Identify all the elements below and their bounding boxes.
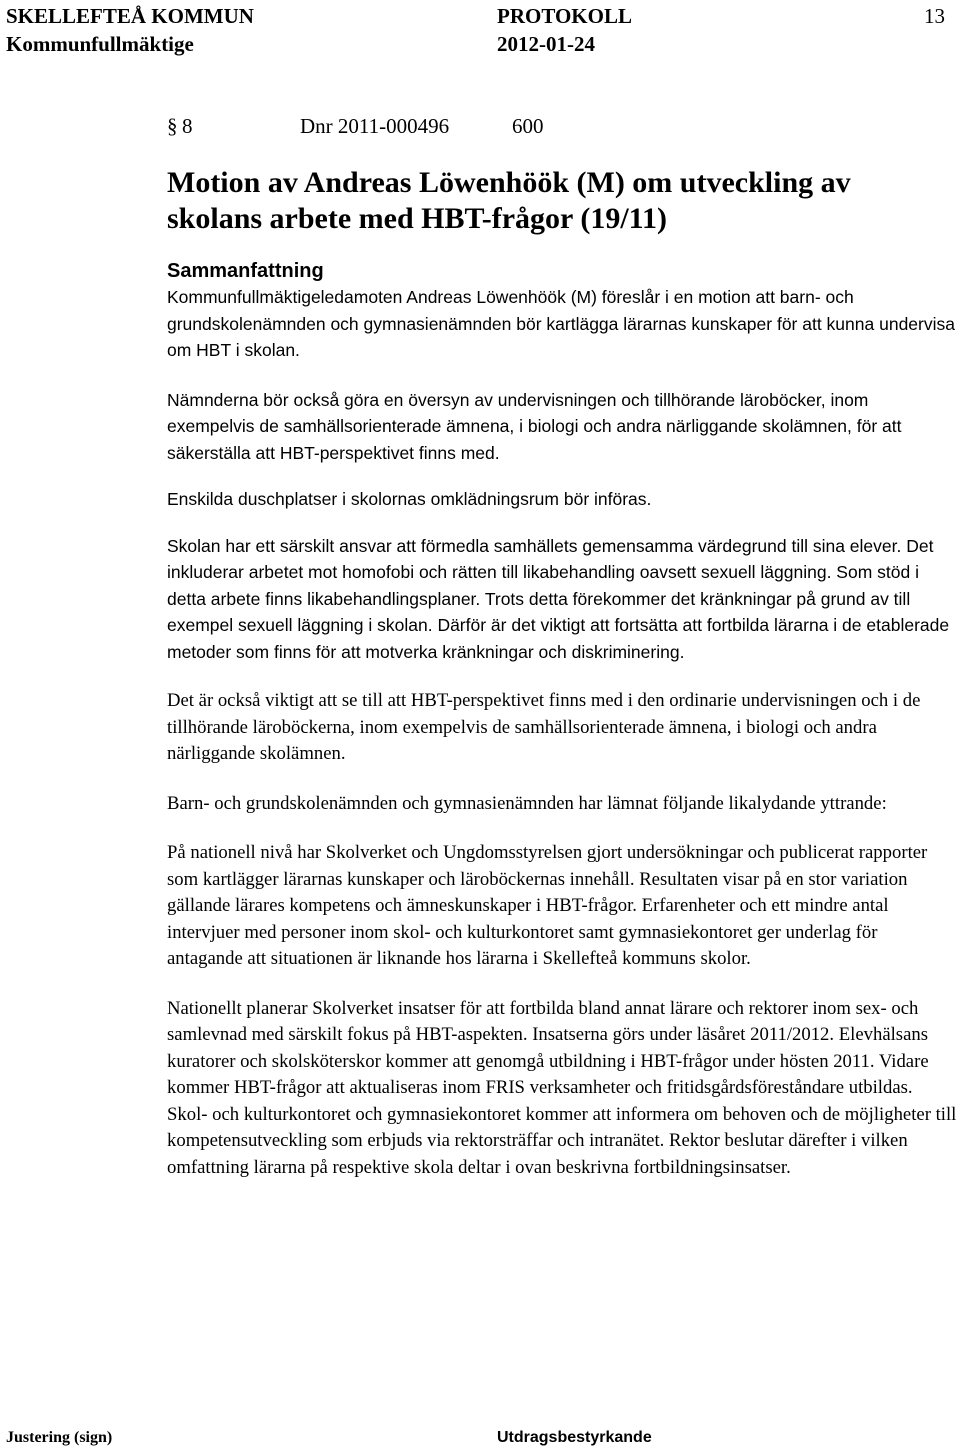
paragraph: Det är också viktigt att se till att HBT-perspektivet finns med i den ordinarie undervisningen och i de tillhörande läroböckerna, inom exempelvis de samhällsorienterade ämnena, i biologi och andra närliggande skolämnen. xyxy=(167,690,921,764)
document-body xyxy=(167,258,957,1181)
paragraph: Nationellt planerar Skolverket insatser för att fortbilda bland annat lärare och rektorer inom sex- och samlevnad med särskilt fokus på HBT-aspekten. Insatserna görs under läsåret 2011/2012. Elevhälsans kuratorer och skolsköterskor kommer att genomgå utbildning i HBT-frågor under hösten 2011. Vidare kommer HBT-frågor att aktualiseras inom FRIS verksamheter och fritidsgårdsföreståndare utbildas. Skol- och kulturkontoret och gymnasiekontoret kommer att informera om behoven och de möjligheter till kompetensutveckling som erbjuds via rektorsträffar och intranätet. Rektor beslutar därefter i vilken omfattning lärarna på respektive skola deltar i ovan beskrivna fortbildningsinsatser. xyxy=(167,997,957,1178)
header-document-type: PROTOKOLL xyxy=(497,4,632,28)
header-body-name: Kommunfullmäktige xyxy=(6,32,194,56)
diary-number: Dnr 2011-000496 xyxy=(300,114,450,138)
section-symbol: § xyxy=(167,114,178,138)
page-number: 13 xyxy=(924,4,945,28)
paragraph: Enskilda duschplatser i skolornas omklädningsrum bör införas. xyxy=(167,489,652,509)
paragraph: På nationell nivå har Skolverket och Ungdomsstyrelsen gjort undersökningar och publicerat rapporter som kartlägger lärarnas kunskaper och läroböckernas innehåll. Resultaten visar på en stor variation gällande lärares kompetens och ämneskunskaper i HBT-frågor. Erfarenheter och ett mindre antal intervjuer med personer inom skol- och kulturkontoret samt gymnasiekontoret ger underlag för antagande att situationen är liknande hos lärarna i Skellefteå kommuns skolor. xyxy=(167,842,928,969)
header-date: 2012-01-24 xyxy=(497,32,595,56)
archive-code: 600 xyxy=(512,114,544,138)
header-organization: SKELLEFTEÅ KOMMUN xyxy=(6,4,254,28)
certification-field-label: Utdragsbestyrkande xyxy=(497,1429,652,1446)
paragraph: Barn- och grundskolenämnden och gymnasienämnden har lämnat följande likalydande yttrande: xyxy=(167,792,887,814)
summary-heading: Sammanfattning xyxy=(167,260,324,282)
paragraph: Kommunfullmäktigeledamoten Andreas Löwenhöök (M) föreslår i en motion att barn- och grundskolenämnden och gymnasienämnden bör kartlägga lärarnas kunskaper för att kunna undervisa om HBT i skolan. xyxy=(167,287,955,360)
page-title: Motion av Andreas Löwenhöök (M) om utveckling av skolans arbete med HBT-frågor (19/11) xyxy=(167,166,851,235)
paragraph: Skolan har ett särskilt ansvar att förmedla samhällets gemensamma värdegrund till sina elever. Det inkluderar arbetet mot homofobi och rätten till likabehandling oavsett sexuell läggning. Som stöd i detta arbete finns likabehandlingsplaner. Trots detta förekommer det kränkningar på grund av till exempel sexuell läggning i skolan. Därför är det viktigt att fortsätta att fortbilda lärarna i de etablerade metoder som finns för att motverka kränkningar och diskriminering. xyxy=(167,535,950,662)
section-number: 8 xyxy=(182,114,193,138)
paragraph: Nämnderna bör också göra en översyn av undervisningen och tillhörande läroböcker, inom exempelvis de samhällsorienterade ämnena, i biologi och andra närliggande skolämnen, för att säkerställa att HBT-perspektivet finns med. xyxy=(167,389,902,463)
signature-field-label: Justering (sign) xyxy=(6,1429,113,1446)
